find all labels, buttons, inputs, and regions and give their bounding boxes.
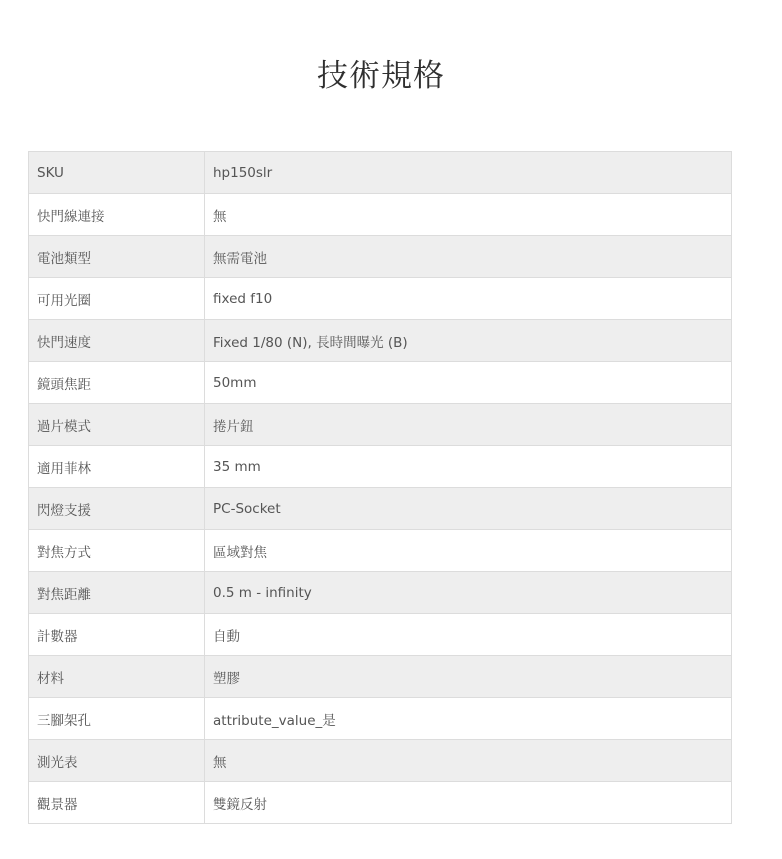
spec-value: hp150slr: [205, 152, 732, 194]
spec-value: 自動: [205, 614, 732, 656]
spec-label: 快門線連接: [29, 194, 205, 236]
spec-label: SKU: [29, 152, 205, 194]
spec-label: 材料: [29, 656, 205, 698]
table-row: [29, 236, 732, 278]
table-row: [29, 530, 732, 572]
table-row: [29, 362, 732, 404]
spec-label: 計數器: [29, 614, 205, 656]
table-row: [29, 614, 732, 656]
table-row: [29, 782, 732, 824]
table-row: [29, 488, 732, 530]
table-row: [29, 446, 732, 488]
spec-label: 對焦距離: [29, 572, 205, 614]
page-title: 技術規格: [317, 58, 445, 94]
spec-value: 無: [205, 740, 732, 782]
spec-label: 對焦方式: [29, 530, 205, 572]
spec-table-body: [29, 152, 732, 824]
spec-label: 觀景器: [29, 782, 205, 824]
table-row: [29, 698, 732, 740]
table-row: [29, 572, 732, 614]
spec-label: 鏡頭焦距: [29, 362, 205, 404]
spec-label: 閃燈支援: [29, 488, 205, 530]
spec-label: 測光表: [29, 740, 205, 782]
spec-label: 快門速度: [29, 320, 205, 362]
spec-value: fixed f10: [205, 278, 732, 320]
spec-value: attribute_value_是: [205, 698, 732, 740]
spec-value: 雙鏡反射: [205, 782, 732, 824]
spec-label: 可用光圈: [29, 278, 205, 320]
table-row: [29, 740, 732, 782]
spec-value: 0.5 m - infinity: [205, 572, 732, 614]
table-row: [29, 656, 732, 698]
spec-value: PC-Socket: [205, 488, 732, 530]
spec-value: Fixed 1/80 (N), 長時間曝光 (B): [205, 320, 732, 362]
spec-table: [28, 151, 732, 824]
spec-value: 50mm: [205, 362, 732, 404]
table-row: [29, 404, 732, 446]
spec-value: 區域對焦: [205, 530, 732, 572]
table-row: [29, 278, 732, 320]
spec-value: 塑膠: [205, 656, 732, 698]
spec-value: 35 mm: [205, 446, 732, 488]
spec-label: 適用菲林: [29, 446, 205, 488]
spec-label: 過片模式: [29, 404, 205, 446]
table-row: [29, 194, 732, 236]
table-row: [29, 152, 732, 194]
spec-label: 電池類型: [29, 236, 205, 278]
spec-value: 捲片鈕: [205, 404, 732, 446]
table-row: [29, 320, 732, 362]
spec-label: 三腳架孔: [29, 698, 205, 740]
spec-value: 無需電池: [205, 236, 732, 278]
spec-value: 無: [205, 194, 732, 236]
